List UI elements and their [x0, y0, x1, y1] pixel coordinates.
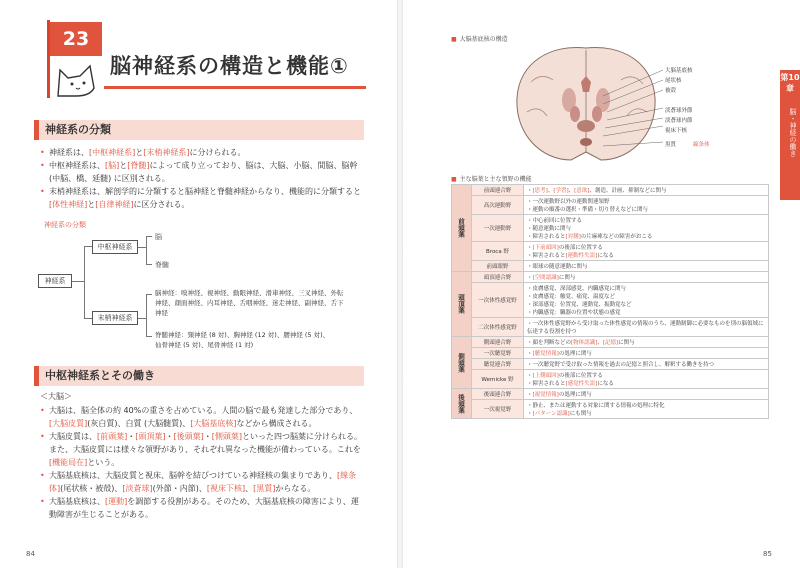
body-text: といった四つ脳葉に分けられる。また、大脳皮質には様々な領野があり、それぞれ異なった機能が備わっている。これを — [49, 432, 362, 454]
node-spinal-cord: 脊髄 — [155, 261, 169, 269]
keyword-highlight: [対側] — [565, 234, 581, 240]
body-text: の処理に関与 — [558, 351, 592, 357]
function-line — [527, 338, 765, 346]
table-title: ■ 主な脳葉と主な領野の機能 — [451, 174, 532, 183]
body-text: と — [119, 161, 128, 170]
function-line — [527, 371, 765, 379]
diagram-connector — [72, 281, 84, 282]
keyword-highlight: [大脳基底核] — [190, 419, 237, 428]
cranial-nerves-list: 脳神経：嗅神経、視神経、動眼神経、滑車神経、三叉神経、外転神経、顔面神経、内耳神経、舌咽神経、迷走神経、副神経、舌下神経 — [155, 289, 344, 317]
section1-body — [40, 146, 365, 211]
body-text: 、 — [597, 340, 603, 346]
table-row — [452, 400, 769, 419]
body-text: (尾状核・被殻)、 — [60, 484, 123, 493]
table-row — [452, 389, 769, 400]
lobe-name-cell: 前頭葉 — [452, 185, 472, 272]
function-line — [527, 390, 765, 398]
diagram-connector — [146, 236, 147, 264]
table-row — [452, 370, 769, 389]
body-text: にも関与 — [569, 411, 592, 417]
label-globus-pallidus-interna: 淡蒼球内節 — [665, 118, 693, 124]
cat-mascot-icon — [50, 58, 106, 98]
area-name-cell: 頭頂連合野 — [472, 272, 524, 283]
body-text: 末梢神経系は、解剖学的に分類すると脳神経と脊髄神経からなり、機能的に分類すると — [49, 187, 361, 196]
label-subthalamic-nucleus: 視床下核 — [665, 128, 688, 134]
section-heading-cns: 中枢神経系とその働き — [34, 366, 364, 386]
label-globus-pallidus-externa: 淡蒼球外節 — [665, 108, 693, 114]
title-underline — [104, 86, 366, 89]
function-line — [527, 349, 765, 357]
body-text: ・随意運動に関与 — [527, 226, 572, 232]
area-name-cell: 二次体性感覚野 — [472, 318, 524, 337]
keyword-highlight: [視覚情報] — [532, 392, 559, 398]
keyword-highlight: [体性神経] — [49, 200, 88, 209]
function-line — [527, 319, 765, 335]
body-text: ・内臓感覚：臓器の位置や状態の感覚 — [527, 310, 621, 316]
body-text: ・皮膚感覚：触覚、痛覚、温度など — [527, 294, 616, 300]
body-text: ・中心前回に位置する — [527, 218, 583, 224]
section2-body — [40, 404, 365, 521]
area-name-cell: 高次運動野 — [472, 196, 524, 215]
area-function-cell — [524, 389, 769, 400]
body-text: 神経系は、 — [49, 148, 89, 157]
body-text: 、 — [568, 188, 575, 194]
body-text: ・ — [203, 432, 212, 441]
area-name-cell: 一次体性感覚野 — [472, 283, 524, 318]
body-text: の後部に位置する — [558, 373, 603, 379]
keyword-highlight: [頭頂葉] — [135, 432, 166, 441]
body-text: の後部に位置する — [558, 245, 603, 251]
function-line — [527, 186, 765, 194]
function-line — [527, 251, 765, 259]
label-putamen: 被殻 — [665, 88, 677, 94]
keyword-highlight: [中枢神経系] — [89, 148, 136, 157]
keyword-highlight: [脊髄] — [127, 161, 150, 170]
body-text: ・一次聴覚野で受け取った情報を過去の記憶と照合し、解釈する働きを持つ — [527, 362, 715, 368]
body-text: ・ — [527, 275, 533, 281]
table-row — [452, 196, 769, 215]
table-row — [452, 185, 769, 196]
keyword-highlight: [感覚性失語] — [565, 381, 598, 387]
node-nervous-system: 神経系 — [38, 274, 72, 288]
bullet-item — [40, 185, 365, 211]
body-text: ・ — [527, 245, 533, 251]
function-line — [527, 243, 765, 251]
chapter-number-flag: 23 — [50, 22, 102, 56]
table-row — [452, 283, 769, 318]
keyword-highlight: [大脳皮質] — [49, 419, 88, 428]
body-text: ・顔を判断などの — [527, 340, 572, 346]
body-text: になる — [597, 253, 614, 259]
area-name-cell: 前頭連合野 — [472, 185, 524, 196]
body-text: (外節・内節)、 — [152, 484, 207, 493]
body-text: ・障害されると — [527, 253, 566, 259]
area-name-cell: 前頭眼野 — [472, 261, 524, 272]
body-text: ・障害されると — [527, 381, 566, 387]
body-text: と — [135, 148, 144, 157]
keyword-highlight: [パターン認識] — [532, 411, 570, 417]
bullet-item — [40, 159, 365, 185]
keyword-highlight: [運動性失語] — [565, 253, 598, 259]
diagram-connector — [84, 246, 92, 247]
keyword-highlight: [末梢神経系] — [143, 148, 190, 157]
function-line — [527, 292, 765, 300]
body-text: ・一次運動野以外の運動関連領野 — [527, 199, 610, 205]
body-text: に分けられる。 — [189, 148, 246, 157]
function-line — [527, 232, 765, 240]
area-name-cell: 側頭連合野 — [472, 337, 524, 348]
function-line — [527, 360, 765, 368]
keyword-highlight: [学習] — [553, 188, 569, 194]
label-basal-ganglia: 大脳基底核 — [665, 68, 693, 74]
area-function-cell — [524, 272, 769, 283]
keyword-highlight: [黒質] — [253, 484, 276, 493]
subheading-cerebrum: ＜大脳＞ — [40, 392, 72, 401]
function-line — [527, 273, 765, 281]
bullet-item — [40, 404, 365, 430]
body-text: ・ — [527, 188, 533, 194]
function-line — [527, 300, 765, 308]
label-caudate: 尾状核 — [665, 78, 682, 84]
keyword-highlight: [淡蒼球] — [122, 484, 153, 493]
diagram-connector — [146, 294, 152, 295]
table-row — [452, 348, 769, 359]
area-name-cell: Wernicke 野 — [472, 370, 524, 389]
area-function-cell — [524, 196, 769, 215]
diagram-connector — [84, 318, 92, 319]
body-text: に区分される。 — [133, 200, 190, 209]
body-text: ・ — [165, 432, 174, 441]
area-function-cell — [524, 185, 769, 196]
function-line — [527, 284, 765, 292]
table-row — [452, 272, 769, 283]
area-function-cell — [524, 348, 769, 359]
keyword-highlight: [機能局在] — [49, 458, 88, 467]
diagram-connector — [138, 318, 146, 319]
area-function-cell — [524, 283, 769, 318]
diagram-connector — [146, 264, 152, 265]
keyword-highlight: [自律神経] — [95, 200, 134, 209]
area-function-cell — [524, 261, 769, 272]
label-striatum: 線条体 — [693, 142, 710, 148]
body-text: ・ — [527, 373, 533, 379]
function-line — [527, 224, 765, 232]
body-text: に関与 — [558, 275, 576, 281]
keyword-highlight: [線条体] — [49, 471, 357, 493]
body-text: に関与 — [618, 340, 635, 346]
body-text: 大脳は、脳全体の約 40%の重さを占めている。人間の脳で最も発達した部分であり、 — [49, 406, 358, 415]
body-text: 中枢神経系は、 — [49, 161, 105, 170]
diagram-title: 神経系の分類 — [44, 221, 86, 229]
chapter-side-tab-number: 第10章 — [780, 73, 800, 93]
diagram-connector — [146, 336, 152, 337]
body-text: からなる。 — [275, 484, 316, 493]
keyword-highlight: [上側頭回] — [532, 373, 559, 379]
body-text: (灰白質)、白質 (大脳髄質)、 — [87, 419, 191, 428]
area-name-cell: 一次運動野 — [472, 215, 524, 242]
body-text: ・ — [527, 411, 533, 417]
function-line — [527, 216, 765, 224]
left-page — [0, 0, 397, 568]
bullet-item — [40, 495, 365, 521]
section-heading-classification: 神経系の分類 — [34, 120, 364, 140]
body-text: 、 — [547, 188, 554, 194]
body-text: ・運動の順番の選択・準備・切り替えなどに関与 — [527, 207, 649, 213]
diagram-connector — [84, 246, 85, 318]
body-text: 、 — [245, 484, 254, 493]
table-row — [452, 242, 769, 261]
body-text: を調節する役割がある。そのため、大脳基底核の障害により、運動障害が生じることがある。 — [49, 497, 359, 519]
function-line — [527, 262, 765, 270]
body-text: ・障害されると — [527, 234, 566, 240]
keyword-highlight: [物体認識] — [571, 340, 598, 346]
page-title: 脳神経系の構造と機能① — [110, 54, 349, 78]
keyword-highlight: [側頭葉] — [211, 432, 242, 441]
table-row — [452, 261, 769, 272]
page-number-left: 84 — [26, 550, 35, 558]
table-row — [452, 359, 769, 370]
lobe-name-cell: 頭頂葉 — [452, 272, 472, 337]
keyword-highlight: [意欲] — [574, 188, 590, 194]
body-text: になる — [597, 381, 614, 387]
brain-figure-title: ■ 大脳基底核の構造 — [451, 34, 508, 43]
keyword-highlight: [脳] — [105, 161, 120, 170]
keyword-highlight: [後頭葉] — [173, 432, 204, 441]
body-text: 大脳皮質は、 — [49, 432, 97, 441]
body-text: ・ — [527, 351, 533, 357]
function-line — [527, 197, 765, 205]
body-text: ・一次体性感覚野から受け取った体性感覚の情報のうち、運動制御に必要なものを別の脳領域に伝達する役割を持つ — [527, 321, 764, 335]
bullet-item — [40, 469, 365, 495]
body-text: 、創造、計画、抑制などに関与 — [589, 188, 667, 194]
area-name-cell: 聴覚連合野 — [472, 359, 524, 370]
table-row — [452, 318, 769, 337]
body-text: によって成り立っており、脳は、大脳、小脳、間脳、脳幹 (中脳、橋、延髄) に区別される。 — [49, 161, 358, 183]
diagram-connector — [138, 247, 146, 248]
table-row — [452, 215, 769, 242]
keyword-highlight: [運動] — [105, 497, 128, 506]
right-page — [403, 0, 800, 568]
node-peripheral-nervous-system: 末梢神経系 — [92, 311, 138, 325]
bullet-item — [40, 430, 365, 469]
label-substantia-nigra: 黒質 — [665, 142, 677, 148]
body-text: 大脳基底核は、 — [49, 497, 105, 506]
area-name-cell: 一次視覚野 — [472, 400, 524, 419]
table-row — [452, 337, 769, 348]
body-text: ・皮膚感覚、深部感覚、内臓感覚に関与 — [527, 286, 627, 292]
area-function-cell — [524, 359, 769, 370]
keyword-highlight: [下前頭回] — [532, 245, 559, 251]
body-text: ・静止、または運動する対象に関する情報の処理に特化 — [527, 403, 665, 409]
area-function-cell — [524, 400, 769, 419]
area-name-cell: Broca 野 — [472, 242, 524, 261]
lobe-name-cell: 後頭葉 — [452, 389, 472, 419]
function-line — [527, 308, 765, 316]
function-line — [527, 401, 765, 409]
function-line — [527, 205, 765, 213]
lobe-function-table — [451, 184, 769, 419]
page-number-right: 85 — [763, 550, 772, 558]
bullet-item — [40, 146, 365, 159]
body-text: などから構成される。 — [236, 419, 317, 428]
spinal-nerves-list: 脊髄神経：頸神経 (8 対)、胸神経 (12 対)、腰神経 (5 対)、仙骨神経 (5 対)、尾骨神経 (1 対) — [155, 331, 330, 349]
body-text: ・眼球の随意運動に関与 — [527, 264, 588, 270]
area-function-cell — [524, 215, 769, 242]
diagram-connector — [146, 294, 147, 336]
keyword-highlight: [前頭葉] — [97, 432, 128, 441]
area-name-cell: 後頭連合野 — [472, 389, 524, 400]
area-name-cell: 一次聴覚野 — [472, 348, 524, 359]
keyword-highlight: [視床下核] — [206, 484, 246, 493]
body-text: の片麻痺などの障害がおこる — [580, 234, 653, 240]
body-text: 大脳基底核は、大脳皮質と視床、脳幹を結びつけている神経核の集まりであり、 — [49, 471, 337, 480]
body-text: という。 — [87, 458, 120, 467]
area-function-cell — [524, 242, 769, 261]
node-central-nervous-system: 中枢神経系 — [92, 240, 138, 254]
body-text: ・深部感覚：位置覚、運動覚、振動覚など — [527, 302, 632, 308]
area-function-cell — [524, 318, 769, 337]
keyword-highlight: [思考] — [532, 188, 548, 194]
keyword-highlight: [記憶] — [602, 340, 619, 346]
area-function-cell — [524, 370, 769, 389]
lobe-name-cell: 側頭葉 — [452, 337, 472, 389]
node-brain: 脳 — [155, 233, 162, 241]
diagram-connector — [146, 236, 152, 237]
body-text: と — [87, 200, 96, 209]
body-text: の処理に関与 — [558, 392, 592, 398]
body-text: ・ — [127, 432, 136, 441]
function-line — [527, 409, 765, 417]
chapter-side-tab-label: 脳・神経の働き — [789, 108, 797, 157]
body-text: ・ — [527, 392, 533, 398]
area-function-cell — [524, 337, 769, 348]
keyword-highlight: [聴覚情報] — [532, 351, 559, 357]
function-line — [527, 379, 765, 387]
keyword-highlight: [空間認識] — [532, 275, 559, 281]
